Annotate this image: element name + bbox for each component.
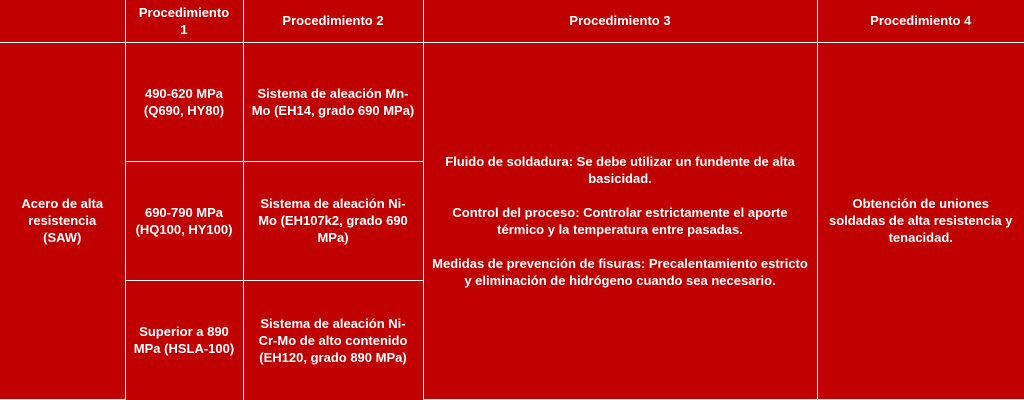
header-row (0, 0, 1024, 42)
strength-cell: 690-790 MPa (HQ100, HY100) (125, 161, 243, 280)
strength-cell: Superior a 890 MPa (HSLA-100) (125, 280, 243, 399)
alloy-system-cell: Sistema de aleación Ni-Mo (EH107k2, grado 690 MPa) (243, 161, 423, 280)
procedure-3-cell (423, 42, 817, 399)
alloy-system-cell: Sistema de aleación Ni-Cr-Mo de alto contenido (EH120, grado 890 MPa) (243, 280, 423, 399)
header-procedimiento-2: Procedimiento 2 (243, 0, 423, 42)
process-control-note: Control del proceso: Controlar estrictamente el aporte térmico y la temperatura entre pasadas. (452, 204, 788, 237)
alloy-system-cell: Sistema de aleación Mn-Mo (EH14, grado 690 MPa) (243, 42, 423, 161)
header-procedimiento-4: Procedimiento 4 (817, 0, 1024, 42)
header-procedimiento-1: Procedimiento 1 (125, 0, 243, 42)
welding-flux-note: Fluido de soldadura: Se debe utilizar un fundente de alta basicidad. (445, 153, 795, 186)
crack-prevention-note: Medidas de prevención de fisuras: Precalentamiento estricto y eliminación de hidrógeno cuando sea necesario. (432, 255, 808, 288)
procedure-4-cell: Obtención de uniones soldadas de alta resistencia y tenacidad. (817, 42, 1024, 399)
material-cell: Acero de alta resistencia (SAW) (0, 42, 125, 399)
table-row (0, 42, 1024, 161)
strength-cell: 490-620 MPa (Q690, HY80) (125, 42, 243, 161)
header-procedimiento-3: Procedimiento 3 (423, 0, 817, 42)
header-corner-cell (0, 0, 125, 42)
